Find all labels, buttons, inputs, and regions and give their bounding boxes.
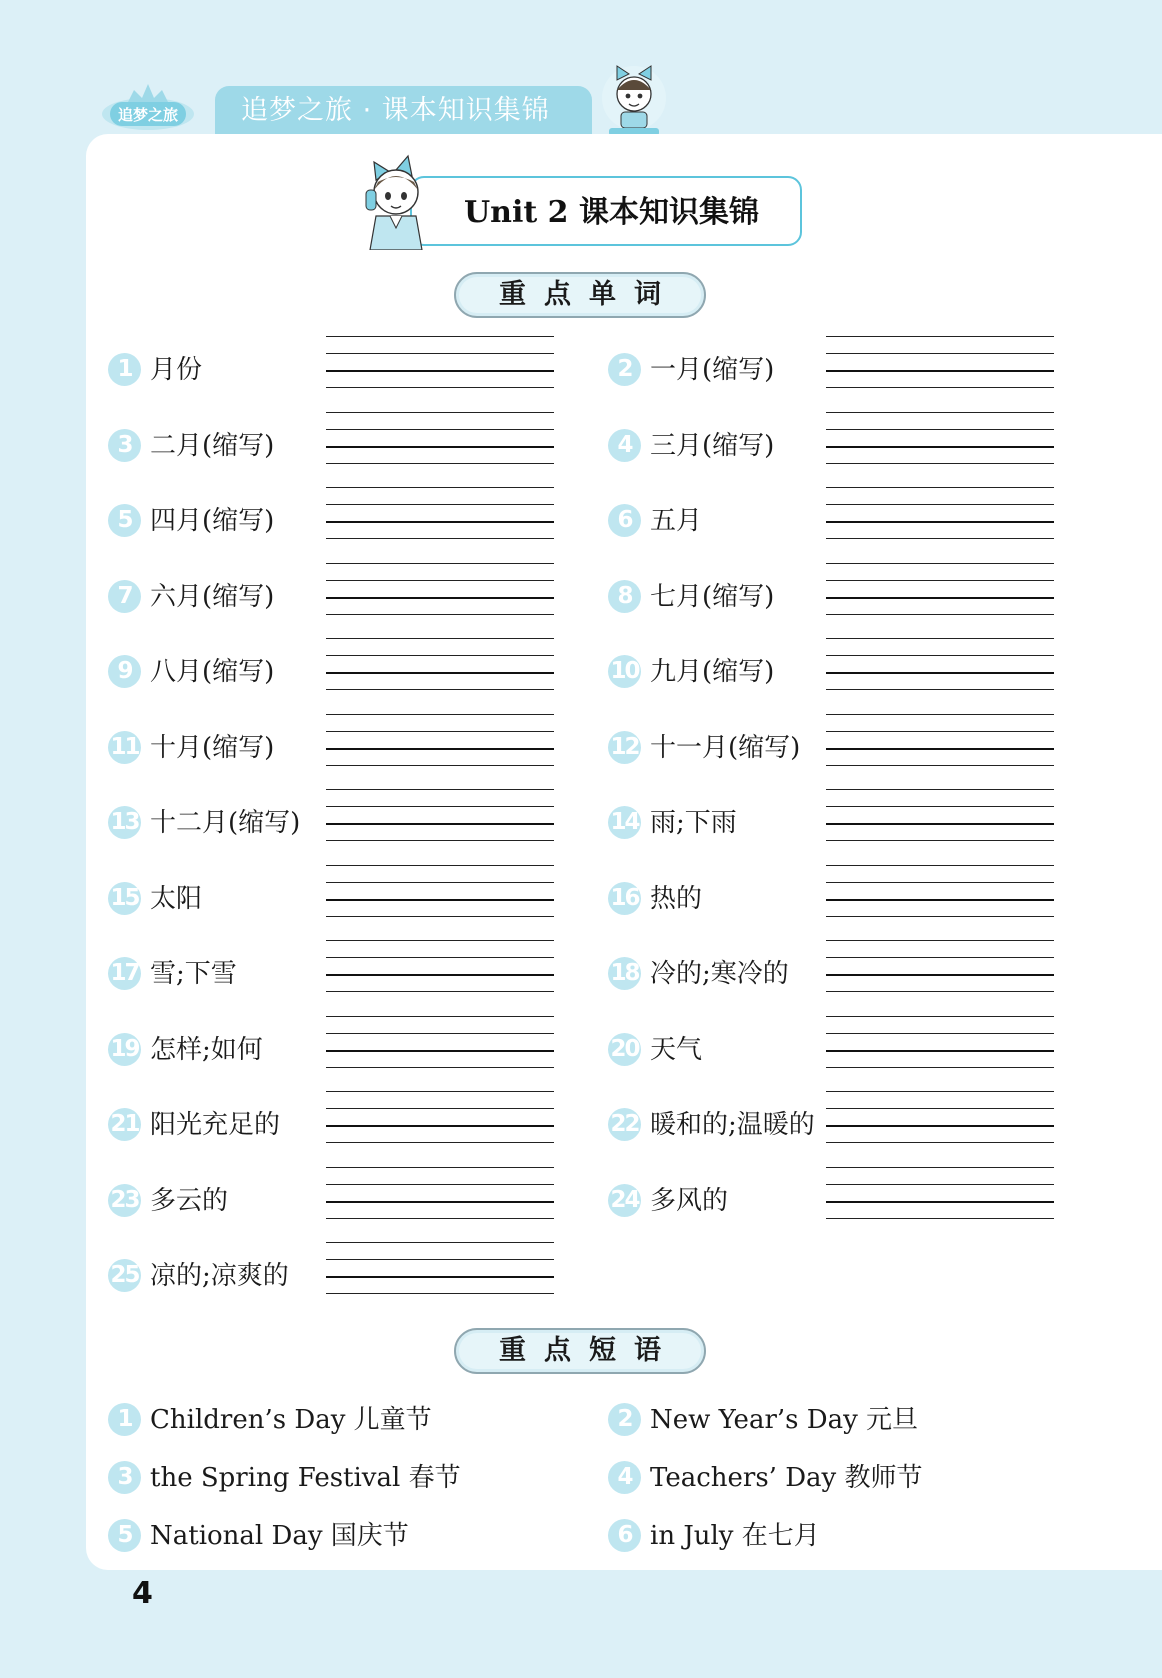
writing-line xyxy=(326,538,554,539)
item-number-badge: 23 xyxy=(108,1184,141,1217)
item-number-badge: 2 xyxy=(608,353,641,386)
writing-line xyxy=(826,899,1054,901)
writing-line xyxy=(826,429,1054,430)
word-item xyxy=(608,1171,828,1231)
writing-lines[interactable] xyxy=(326,940,554,1000)
word-label: 怎样;如何 xyxy=(150,1035,263,1065)
page-number: 4 xyxy=(132,1576,153,1611)
writing-line xyxy=(826,597,1054,599)
writing-line xyxy=(326,957,554,958)
item-number-badge: 3 xyxy=(108,429,141,462)
logo-text: 追梦之旅 xyxy=(117,106,179,124)
word-label: 天气 xyxy=(650,1035,703,1065)
writing-line xyxy=(326,1259,554,1260)
writing-line xyxy=(326,1125,554,1127)
writing-lines[interactable] xyxy=(826,336,1054,396)
word-label: 九月(缩写) xyxy=(650,657,775,687)
writing-lines[interactable] xyxy=(326,638,554,698)
writing-line xyxy=(826,1108,1054,1109)
writing-line xyxy=(326,865,554,866)
word-label: 暖和的;温暖的 xyxy=(650,1110,815,1140)
writing-line xyxy=(826,806,1054,807)
writing-line xyxy=(826,387,1054,388)
item-number-badge: 4 xyxy=(608,1461,641,1494)
item-number-badge: 10 xyxy=(608,655,641,688)
writing-line xyxy=(826,916,1054,917)
word-item xyxy=(608,567,828,627)
item-number-badge: 1 xyxy=(108,1403,141,1436)
writing-line xyxy=(826,1184,1054,1185)
word-label: 十二月(缩写) xyxy=(150,808,301,838)
phrase-item xyxy=(108,1400,548,1440)
word-item xyxy=(108,718,328,778)
writing-line xyxy=(826,1201,1054,1203)
writing-lines[interactable] xyxy=(826,1091,1054,1151)
word-label: 冷的;寒冷的 xyxy=(650,959,789,989)
writing-line xyxy=(826,336,1054,337)
writing-line xyxy=(826,638,1054,639)
word-label: 三月(缩写) xyxy=(650,431,775,461)
writing-line xyxy=(326,1218,554,1219)
word-item xyxy=(608,1095,828,1155)
word-item xyxy=(608,944,828,1004)
word-item xyxy=(108,340,328,400)
writing-line xyxy=(326,823,554,825)
writing-lines[interactable] xyxy=(326,487,554,547)
writing-line xyxy=(826,1091,1054,1092)
writing-lines[interactable] xyxy=(326,714,554,774)
writing-line xyxy=(326,1184,554,1185)
writing-line xyxy=(826,865,1054,866)
item-number-badge: 5 xyxy=(108,1519,141,1552)
word-label: 五月 xyxy=(650,506,703,536)
word-label: 月份 xyxy=(150,355,203,385)
word-label: 雨;下雨 xyxy=(650,808,737,838)
word-item xyxy=(608,1020,828,1080)
item-number-badge: 12 xyxy=(608,731,641,764)
writing-line xyxy=(826,689,1054,690)
writing-lines[interactable] xyxy=(826,563,1054,623)
writing-line xyxy=(326,806,554,807)
word-label: 凉的;凉爽的 xyxy=(150,1261,289,1291)
writing-line xyxy=(826,765,1054,766)
word-item xyxy=(108,1171,328,1231)
word-label: 多云的 xyxy=(150,1186,229,1216)
item-number-badge: 11 xyxy=(108,731,141,764)
writing-line xyxy=(326,387,554,388)
word-label: 十一月(缩写) xyxy=(650,733,801,763)
item-number-badge: 3 xyxy=(108,1461,141,1494)
writing-line xyxy=(826,1033,1054,1034)
word-label: 阳光充足的 xyxy=(150,1110,281,1140)
writing-line xyxy=(826,580,1054,581)
writing-line xyxy=(326,899,554,901)
word-item xyxy=(608,340,828,400)
writing-line xyxy=(326,748,554,750)
writing-line xyxy=(326,1033,554,1034)
word-item xyxy=(608,491,828,551)
writing-line xyxy=(826,1142,1054,1143)
word-item xyxy=(108,869,328,929)
writing-line xyxy=(326,521,554,523)
phrase-item xyxy=(608,1400,1048,1440)
word-item xyxy=(608,642,828,702)
writing-lines[interactable] xyxy=(326,789,554,849)
writing-line xyxy=(326,940,554,941)
writing-lines[interactable] xyxy=(826,865,1054,925)
writing-line xyxy=(826,882,1054,883)
writing-line xyxy=(826,1125,1054,1127)
word-label: 二月(缩写) xyxy=(150,431,275,461)
writing-line xyxy=(326,487,554,488)
writing-line xyxy=(326,731,554,732)
writing-lines[interactable] xyxy=(826,940,1054,1000)
word-label: 十月(缩写) xyxy=(150,733,275,763)
phrase-item xyxy=(608,1516,1048,1556)
writing-line xyxy=(826,563,1054,564)
writing-lines[interactable] xyxy=(826,638,1054,698)
writing-lines[interactable] xyxy=(826,789,1054,849)
word-label: 一月(缩写) xyxy=(650,355,775,385)
writing-line xyxy=(326,370,554,372)
phrase-item xyxy=(108,1516,548,1556)
writing-line xyxy=(826,714,1054,715)
writing-line xyxy=(326,974,554,976)
writing-line xyxy=(826,412,1054,413)
mascot-phone-icon xyxy=(356,146,436,250)
item-number-badge: 17 xyxy=(108,957,141,990)
writing-line xyxy=(826,940,1054,941)
writing-line xyxy=(826,957,1054,958)
writing-lines[interactable] xyxy=(826,1167,1054,1227)
writing-line xyxy=(326,638,554,639)
section-title-words: 重点单词 xyxy=(454,272,706,318)
word-label: 六月(缩写) xyxy=(150,582,275,612)
writing-line xyxy=(826,614,1054,615)
word-item xyxy=(108,1020,328,1080)
item-number-badge: 16 xyxy=(608,882,641,915)
word-label: 太阳 xyxy=(150,884,203,914)
writing-line xyxy=(826,974,1054,976)
writing-line xyxy=(826,789,1054,790)
writing-line xyxy=(826,353,1054,354)
writing-line xyxy=(326,1167,554,1168)
writing-lines[interactable] xyxy=(826,714,1054,774)
item-number-badge: 5 xyxy=(108,504,141,537)
word-label: 八月(缩写) xyxy=(150,657,275,687)
item-number-badge: 21 xyxy=(108,1108,141,1141)
phrase-text: the Spring Festival 春节 xyxy=(150,1463,461,1493)
writing-line xyxy=(326,463,554,464)
writing-lines[interactable] xyxy=(326,1091,554,1151)
phrase-text: in July 在七月 xyxy=(650,1521,820,1551)
item-number-badge: 1 xyxy=(108,353,141,386)
writing-line xyxy=(326,1142,554,1143)
phrase-text: National Day 国庆节 xyxy=(150,1521,409,1551)
writing-lines[interactable] xyxy=(326,865,554,925)
writing-line xyxy=(326,1276,554,1278)
item-number-badge: 4 xyxy=(608,429,641,462)
writing-lines[interactable] xyxy=(326,336,554,396)
writing-line xyxy=(826,538,1054,539)
writing-line xyxy=(326,614,554,615)
writing-lines[interactable] xyxy=(826,487,1054,547)
word-item xyxy=(108,642,328,702)
writing-lines[interactable] xyxy=(826,1016,1054,1076)
writing-line xyxy=(826,370,1054,372)
writing-line xyxy=(326,563,554,564)
word-item xyxy=(108,1095,328,1155)
writing-line xyxy=(826,1050,1054,1052)
item-number-badge: 24 xyxy=(608,1184,641,1217)
header-tab-title: 追梦之旅 · 课本知识集锦 xyxy=(215,86,592,136)
word-item xyxy=(108,416,328,476)
writing-line xyxy=(326,789,554,790)
writing-line xyxy=(826,991,1054,992)
phrase-item xyxy=(108,1458,548,1498)
writing-line xyxy=(826,1016,1054,1017)
item-number-badge: 7 xyxy=(108,580,141,613)
writing-line xyxy=(826,672,1054,674)
item-number-badge: 13 xyxy=(108,806,141,839)
item-number-badge: 18 xyxy=(608,957,641,990)
word-item xyxy=(608,416,828,476)
writing-line xyxy=(326,597,554,599)
writing-lines[interactable] xyxy=(326,1242,554,1302)
writing-line xyxy=(326,765,554,766)
writing-line xyxy=(326,580,554,581)
writing-line xyxy=(826,504,1054,505)
unit-title: Unit 2 课本知识集锦 xyxy=(464,195,759,230)
writing-line xyxy=(826,1218,1054,1219)
writing-line xyxy=(326,1293,554,1294)
writing-line xyxy=(826,731,1054,732)
writing-line xyxy=(326,689,554,690)
item-number-badge: 14 xyxy=(608,806,641,839)
logo-icon xyxy=(98,78,198,136)
phrase-text: Teachers’ Day 教师节 xyxy=(650,1463,923,1493)
writing-lines[interactable] xyxy=(326,1167,554,1227)
writing-line xyxy=(326,446,554,448)
word-label: 热的 xyxy=(650,884,703,914)
writing-line xyxy=(326,882,554,883)
writing-line xyxy=(326,991,554,992)
writing-line xyxy=(826,840,1054,841)
writing-line xyxy=(326,714,554,715)
item-number-badge: 20 xyxy=(608,1033,641,1066)
mascot-icon xyxy=(595,52,673,138)
item-number-badge: 9 xyxy=(108,655,141,688)
writing-line xyxy=(326,840,554,841)
writing-lines[interactable] xyxy=(326,412,554,472)
item-number-badge: 8 xyxy=(608,580,641,613)
word-item xyxy=(108,944,328,1004)
writing-line xyxy=(826,655,1054,656)
writing-line xyxy=(326,1067,554,1068)
word-label: 多风的 xyxy=(650,1186,729,1216)
item-number-badge: 6 xyxy=(608,1519,641,1552)
word-item xyxy=(608,718,828,778)
writing-line xyxy=(326,1091,554,1092)
item-number-badge: 2 xyxy=(608,1403,641,1436)
word-item xyxy=(108,1246,328,1306)
phrase-item xyxy=(608,1458,1048,1498)
writing-line xyxy=(826,1067,1054,1068)
writing-line xyxy=(326,672,554,674)
item-number-badge: 22 xyxy=(608,1108,641,1141)
item-number-badge: 25 xyxy=(108,1259,141,1292)
item-number-badge: 19 xyxy=(108,1033,141,1066)
phrase-text: Children’s Day 儿童节 xyxy=(150,1405,432,1435)
writing-line xyxy=(826,823,1054,825)
writing-line xyxy=(326,412,554,413)
writing-line xyxy=(326,1016,554,1017)
word-label: 七月(缩写) xyxy=(650,582,775,612)
writing-line xyxy=(326,429,554,430)
writing-line xyxy=(826,521,1054,523)
writing-line xyxy=(326,1108,554,1109)
phrase-text: New Year’s Day 元旦 xyxy=(650,1405,919,1435)
word-label: 四月(缩写) xyxy=(150,506,275,536)
word-item xyxy=(608,869,828,929)
writing-lines[interactable] xyxy=(826,412,1054,472)
writing-line xyxy=(826,463,1054,464)
section-title-phrases: 重点短语 xyxy=(454,1328,706,1374)
writing-line xyxy=(326,1050,554,1052)
writing-line xyxy=(326,1201,554,1203)
writing-lines[interactable] xyxy=(326,1016,554,1076)
item-number-badge: 6 xyxy=(608,504,641,537)
word-label: 雪;下雪 xyxy=(150,959,237,989)
word-item xyxy=(108,491,328,551)
writing-line xyxy=(826,1167,1054,1168)
writing-line xyxy=(326,655,554,656)
writing-line xyxy=(826,748,1054,750)
writing-line xyxy=(326,504,554,505)
word-item xyxy=(108,793,328,853)
writing-line xyxy=(826,446,1054,448)
word-item xyxy=(108,567,328,627)
writing-line xyxy=(326,353,554,354)
writing-line xyxy=(326,916,554,917)
writing-line xyxy=(326,336,554,337)
writing-line xyxy=(326,1242,554,1243)
item-number-badge: 15 xyxy=(108,882,141,915)
writing-line xyxy=(826,487,1054,488)
writing-lines[interactable] xyxy=(326,563,554,623)
word-item xyxy=(608,793,828,853)
